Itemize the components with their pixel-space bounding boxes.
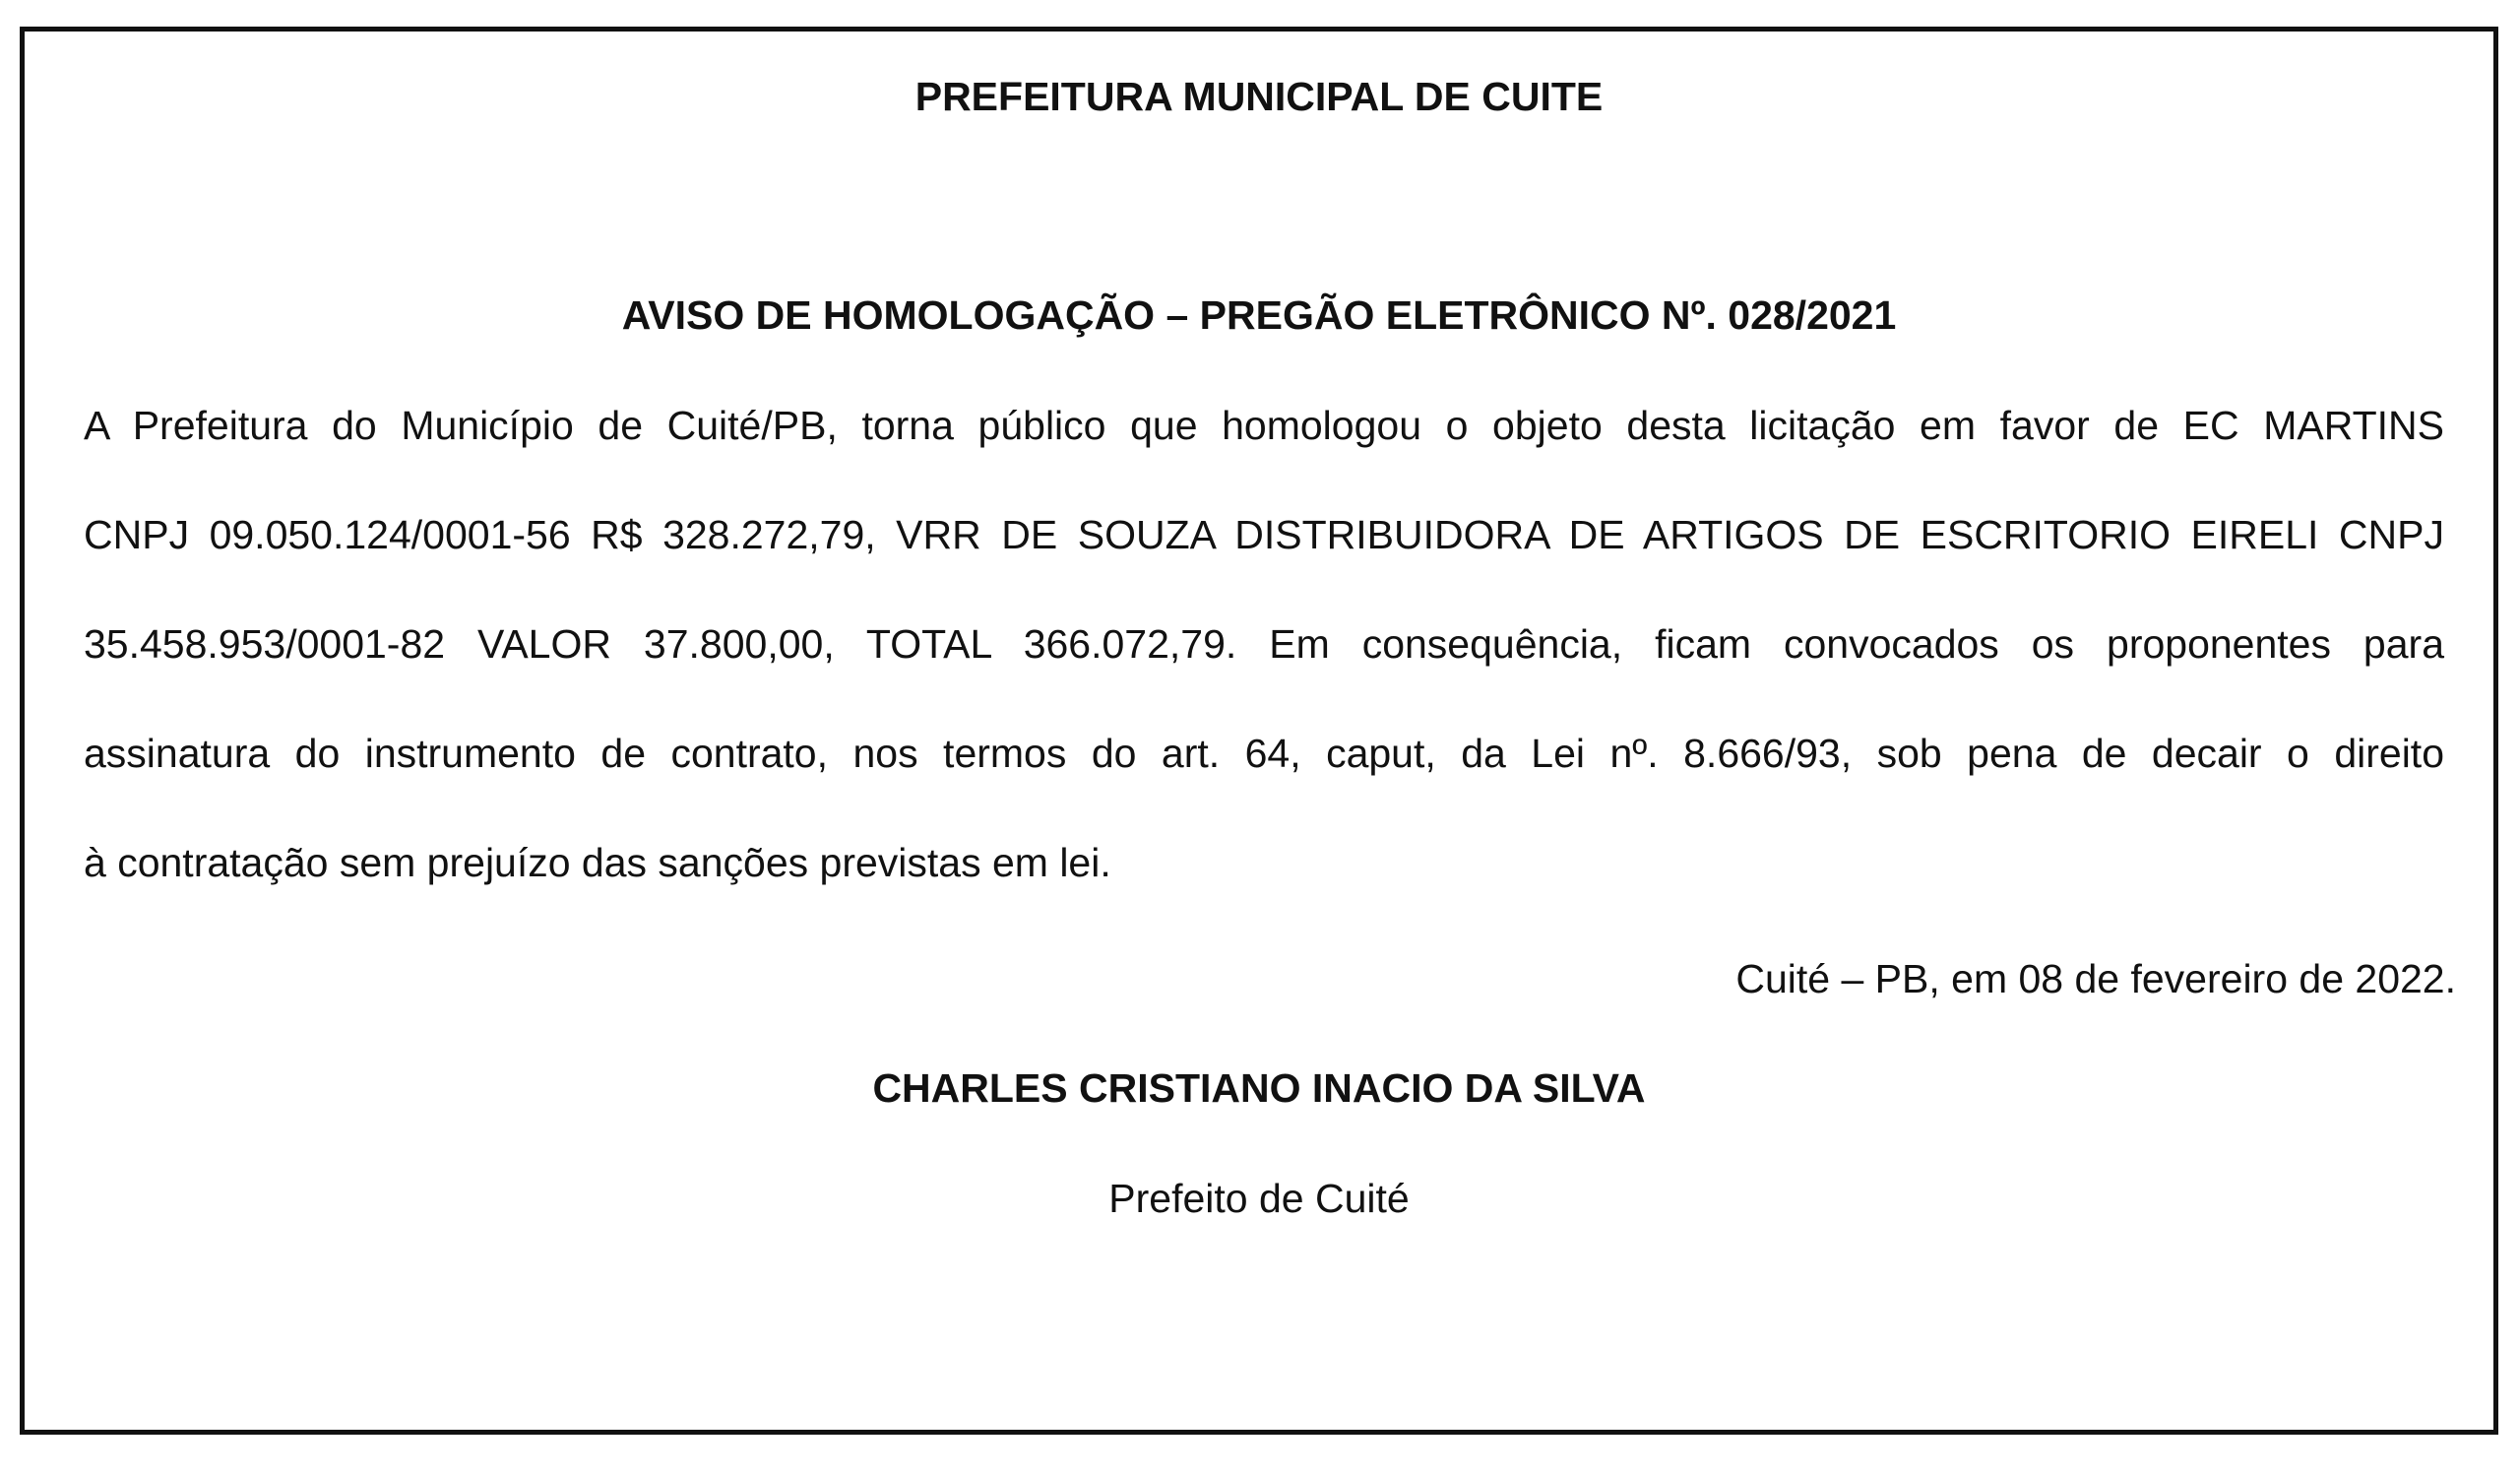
notice-title: AVISO DE HOMOLOGAÇÃO – PREGÃO ELETRÔNICO Nº. 028/2021: [621, 292, 1897, 338]
body-line: CNPJ 09.050.124/0001-56 R$ 328.272,79, VRR DE SOUZA DISTRIBUIDORA DE ARTIGOS DE ESCRITORIO EIRELI CNPJ: [84, 512, 2444, 557]
notice-frame: [20, 27, 2498, 1435]
signer-name: CHARLES CRISTIANO INACIO DA SILVA: [872, 1065, 1646, 1111]
signer-role: Prefeito de Cuité: [1108, 1176, 1410, 1221]
body-line: à contratação sem prejuízo das sanções previstas em lei.: [84, 840, 1111, 885]
body-line: A Prefeitura do Município de Cuité/PB, torna público que homologou o objeto desta licitação em favor de EC MARTINS: [84, 403, 2444, 448]
body-line: 35.458.953/0001-82 VALOR 37.800,00, TOTAL 366.072,79. Em consequência, ficam convocados os proponentes para: [84, 621, 2444, 667]
org-title: PREFEITURA MUNICIPAL DE CUITE: [914, 74, 1604, 119]
date-line: Cuité – PB, em 08 de fevereiro de 2022.: [1735, 956, 2456, 1001]
body-line: assinatura do instrumento de contrato, nos termos do art. 64, caput, da Lei nº. 8.666/93, sob pena de decair o direito: [84, 731, 2444, 776]
